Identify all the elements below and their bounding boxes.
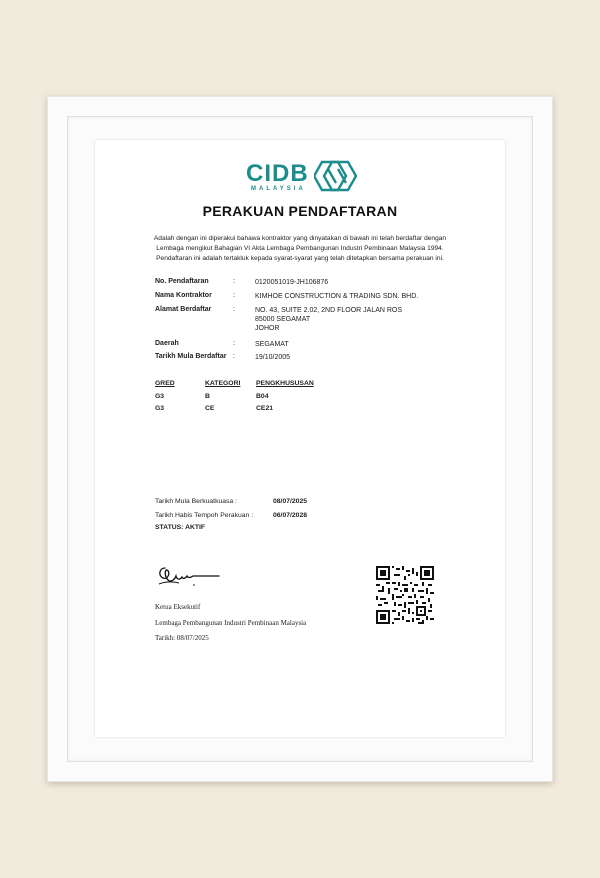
- field-label: Daerah: [155, 340, 179, 347]
- table-header-grade: GRED: [155, 380, 175, 387]
- field-value: NO. 43, SUITE 2.02, 2ND FLOOR JALAN ROS: [255, 307, 403, 314]
- field-value: 85000 SEGAMAT: [255, 316, 311, 323]
- validity-start-value: 08/07/2025: [273, 498, 308, 505]
- signatory-title: Ketua Eksekutif: [155, 603, 201, 611]
- field-value: KIMHOE CONSTRUCTION & TRADING SDN. BHD.: [255, 293, 419, 300]
- intro-line: Pendaftaran ini adalah tertakluk kepada syarat-syarat yang telah ditetapkan bersama perakuan ini.: [156, 255, 444, 262]
- validity-start-label: Tarikh Mula Berkuatkuasa :: [155, 498, 237, 505]
- table-cell: G3: [155, 405, 165, 412]
- intro-line: Lembaga mengikut Bahagian VI Akta Lembaga Pembangunan Industri Pembinaan Malaysia 1994.: [156, 245, 444, 252]
- table-header-category: KATEGORI: [205, 380, 241, 387]
- field-value: 19/10/2005: [255, 354, 291, 361]
- field-colon: :: [233, 292, 235, 299]
- validity-end-value: 06/07/2028: [273, 512, 308, 519]
- field-value: SEGAMAT: [255, 341, 289, 348]
- table-cell: CE21: [256, 405, 274, 412]
- table-cell: B: [205, 393, 210, 400]
- validity-end-label: Tarikh Habis Tempoh Perakuan :: [155, 512, 254, 519]
- table-cell: CE: [205, 405, 215, 412]
- field-label: Tarikh Mula Berdaftar: [155, 353, 227, 360]
- cidb-emblem-icon: [314, 160, 358, 192]
- field-colon: :: [233, 353, 235, 360]
- certificate-paper: [95, 140, 505, 737]
- table-cell: B04: [256, 393, 269, 400]
- cidb-logo: [246, 160, 366, 200]
- certificate-title: PERAKUAN PENDAFTARAN: [202, 203, 398, 219]
- field-label: Alamat Berdaftar: [155, 306, 212, 313]
- signatory-date: Tarikh: 08/07/2025: [155, 634, 209, 642]
- intro-paragraph: [150, 234, 450, 264]
- field-colon: :: [233, 278, 235, 285]
- qr-code-icon: [376, 566, 434, 624]
- field-colon: :: [233, 340, 235, 347]
- signatory-organisation: Lembaga Pembangunan Industri Pembinaan Malaysia: [155, 619, 307, 627]
- table-header-specialisation: PENGKHUSUSAN: [256, 380, 314, 387]
- status-badge: STATUS: AKTIF: [155, 524, 206, 531]
- logo-subtext: MALAYSIA: [251, 186, 306, 192]
- signature-icon: [155, 562, 225, 588]
- field-colon: :: [233, 306, 235, 313]
- intro-line: Adalah dengan ini diperakui bahawa kontraktor yang dinyatakan di bawah ini telah berdaftar dengan: [153, 235, 447, 242]
- logo-text: CIDB: [246, 160, 309, 187]
- table-cell: G3: [155, 393, 165, 400]
- field-value: JOHOR: [255, 325, 280, 332]
- field-label: Nama Kontraktor: [155, 292, 212, 299]
- field-value: 0120051019-JH106876: [255, 279, 329, 286]
- field-label: No. Pendaftaran: [155, 278, 209, 285]
